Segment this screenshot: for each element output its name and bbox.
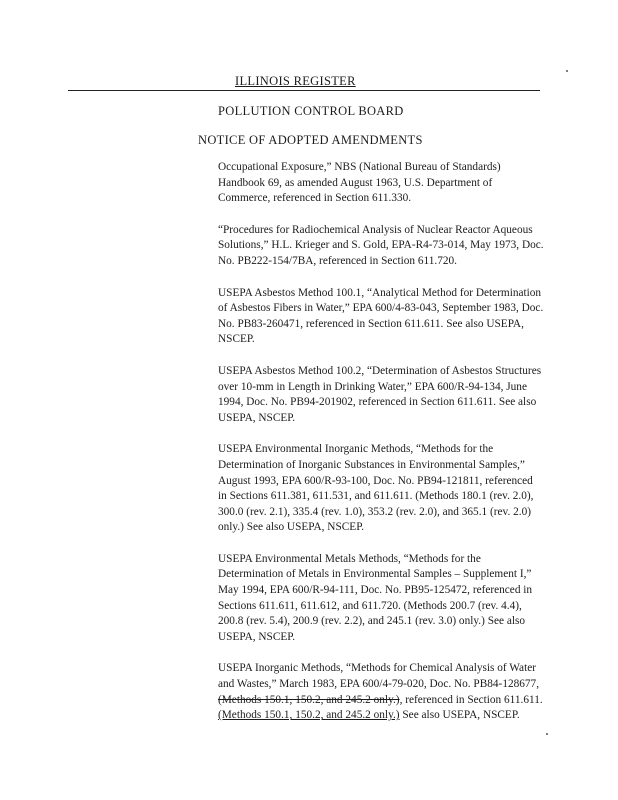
reference-list [218,160,544,740]
reference-text: , referenced in Section 611.611. [399,693,543,706]
scan-speck [546,733,548,735]
register-title: ILLINOIS REGISTER [235,74,356,88]
reference-entry: “Procedures for Radiochemical Analysis of Nuclear Reactor Aqueous Solutions,” H.L. Krieger and S. Gold, EPA-R4-73-014, May 1973, Doc. No. PB222-154/7BA, referenced in Section 611.720. [218,223,544,267]
reference-entry: USEPA Environmental Inorganic Methods, “Methods for the Determination of Inorganic Substances in Environmental Samples,” August 1993, EPA 600/R-93-100, Doc. No. PB94-121811, referenced in Sections 611.381, 611.531, and 611.611. (Methods 180.1 (rev. 2.0), 300.0 (rev. 2.1), 335.4 (rev. 1.0), 353.2 (rev. 2.0), and 365.1 (rev. 2.0) only.) See also USEPA, NSCEP. [218,443,534,534]
notice-heading: NOTICE OF ADOPTED AMENDMENTS [198,133,423,147]
deleted-text: (Methods 150.1, 150.2, and 245.2 only.) [218,693,400,706]
agency-name: POLLUTION CONTROL BOARD [218,104,404,118]
inserted-text: (Methods 150.1, 150.2, and 245.2 only.) [218,709,400,722]
reference-entry: USEPA Asbestos Method 100.1, “Analytical Method for Determination of Asbestos Fibers in Water,” EPA 600/4-83-043, September 1983, Doc. No. PB83-260471, referenced in Section 611.611. See also USEPA, NSCEP. [218,286,544,346]
reference-text: See also USEPA, NSCEP. [399,709,520,722]
scan-speck [566,70,568,72]
reference-entry: Occupational Exposure,” NBS (National Bureau of Standards) Handbook 69, as amended August 1963, U.S. Department of Commerce, referenced in Section 611.330. [218,161,501,205]
header-rule [68,90,540,91]
reference-text: USEPA Inorganic Methods, “Methods for Chemical Analysis of Water and Wastes,” March 1983, EPA 600/4-79-020, Doc. No. PB84-128677, [218,662,540,691]
reference-entry: USEPA Environmental Metals Methods, “Methods for the Determination of Metals in Environmental Samples – Supplement I,” May 1994, EPA 600/R-94-111, Doc. No. PB95-125472, referenced in Sections 611.611, 611.612, and 611.720. (Methods 200.7 (rev. 4.4), 200.8 (rev. 5.4), 200.9 (rev. 2.2), and 245.1 (rev. 3.0) only.) See also USEPA, NSCEP. [218,552,533,643]
reference-entry: USEPA Asbestos Method 100.2, “Determination of Asbestos Structures over 10-mm in Length in Drinking Water,” EPA 600/R-94-134, June 1994, Doc. No. PB94-201902, referenced in Section 611.611. See also USEPA, NSCEP. [218,364,542,424]
reference-entry-amended [218,661,544,723]
